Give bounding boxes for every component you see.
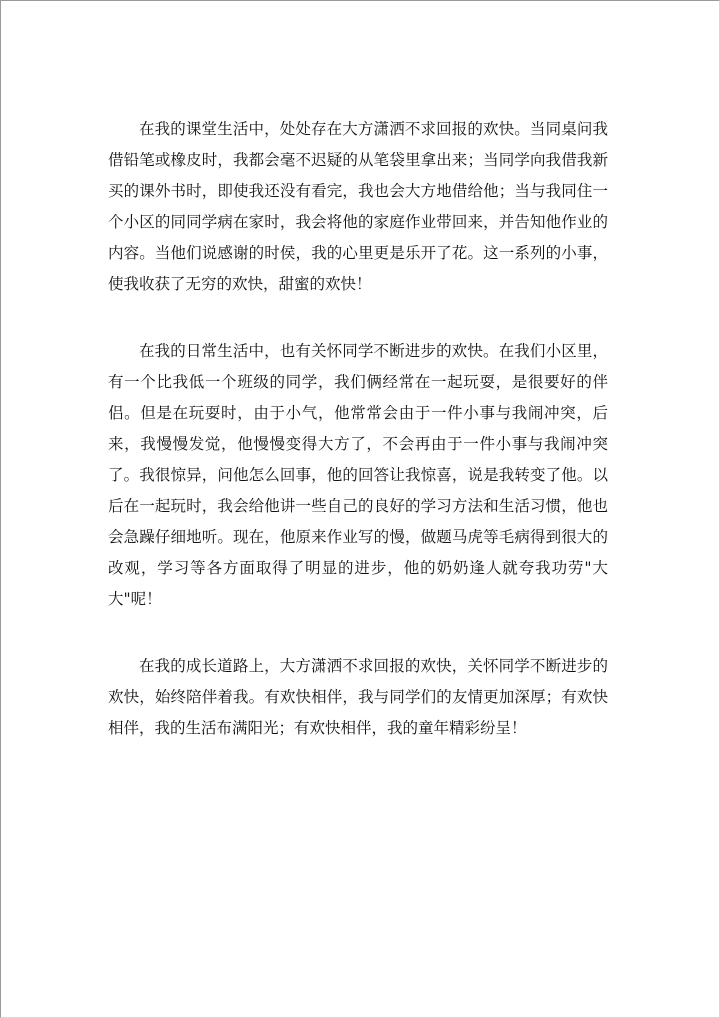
document-body [108, 114, 608, 780]
paragraph-daily-life: 在我的日常生活中，也有关怀同学不断进步的欢快。在我们小区里，有一个比我低一个班级的同学，我们俩经常在一起玩耍，是很要好的伴侣。但是在玩耍时，由于小气，他常常会由于一件小事与我闹冲突，后来，我慢慢发觉，他慢慢变得大方了，不会再由于一件小事与我闹冲突了。我很惊异，问他怎么回事，他的回答让我惊喜，说是我转变了他。以后在一起玩时，我会给他讲一些自己的良好的学习方法和生活习惯，他也会急躁仔细地听。现在，他原来作业写的慢，做题马虎等毛病得到很大的改观，学习等各方面取得了明显的进步，他的奶奶逢人就夸我功劳"大大"呢！ [108, 342, 608, 608]
paragraph-classroom: 在我的课堂生活中，处处存在大方潇洒不求回报的欢快。当同桌问我借铅笔或橡皮时，我都会毫不迟疑的从笔袋里拿出来；当同学向我借我新买的课外书时，即使我还没有看完，我也会大方地借给他；当与我同住一个小区的同同学病在家时，我会将他的家庭作业带回来，并告知他作业的内容。当他们说感谢的时侯，我的心里更是乐开了花。这一系列的小事，使我收获了无穷的欢快，甜蜜的欢快！ [108, 120, 608, 293]
paragraph-growth: 在我的成长道路上，大方潇洒不求回报的欢快，关怀同学不断进步的欢快，始终陪伴着我。有欢快相伴，我与同学们的友情更加深厚；有欢快相伴，我的生活布满阳光；有欢快相伴，我的童年精彩纷呈！ [108, 657, 608, 737]
